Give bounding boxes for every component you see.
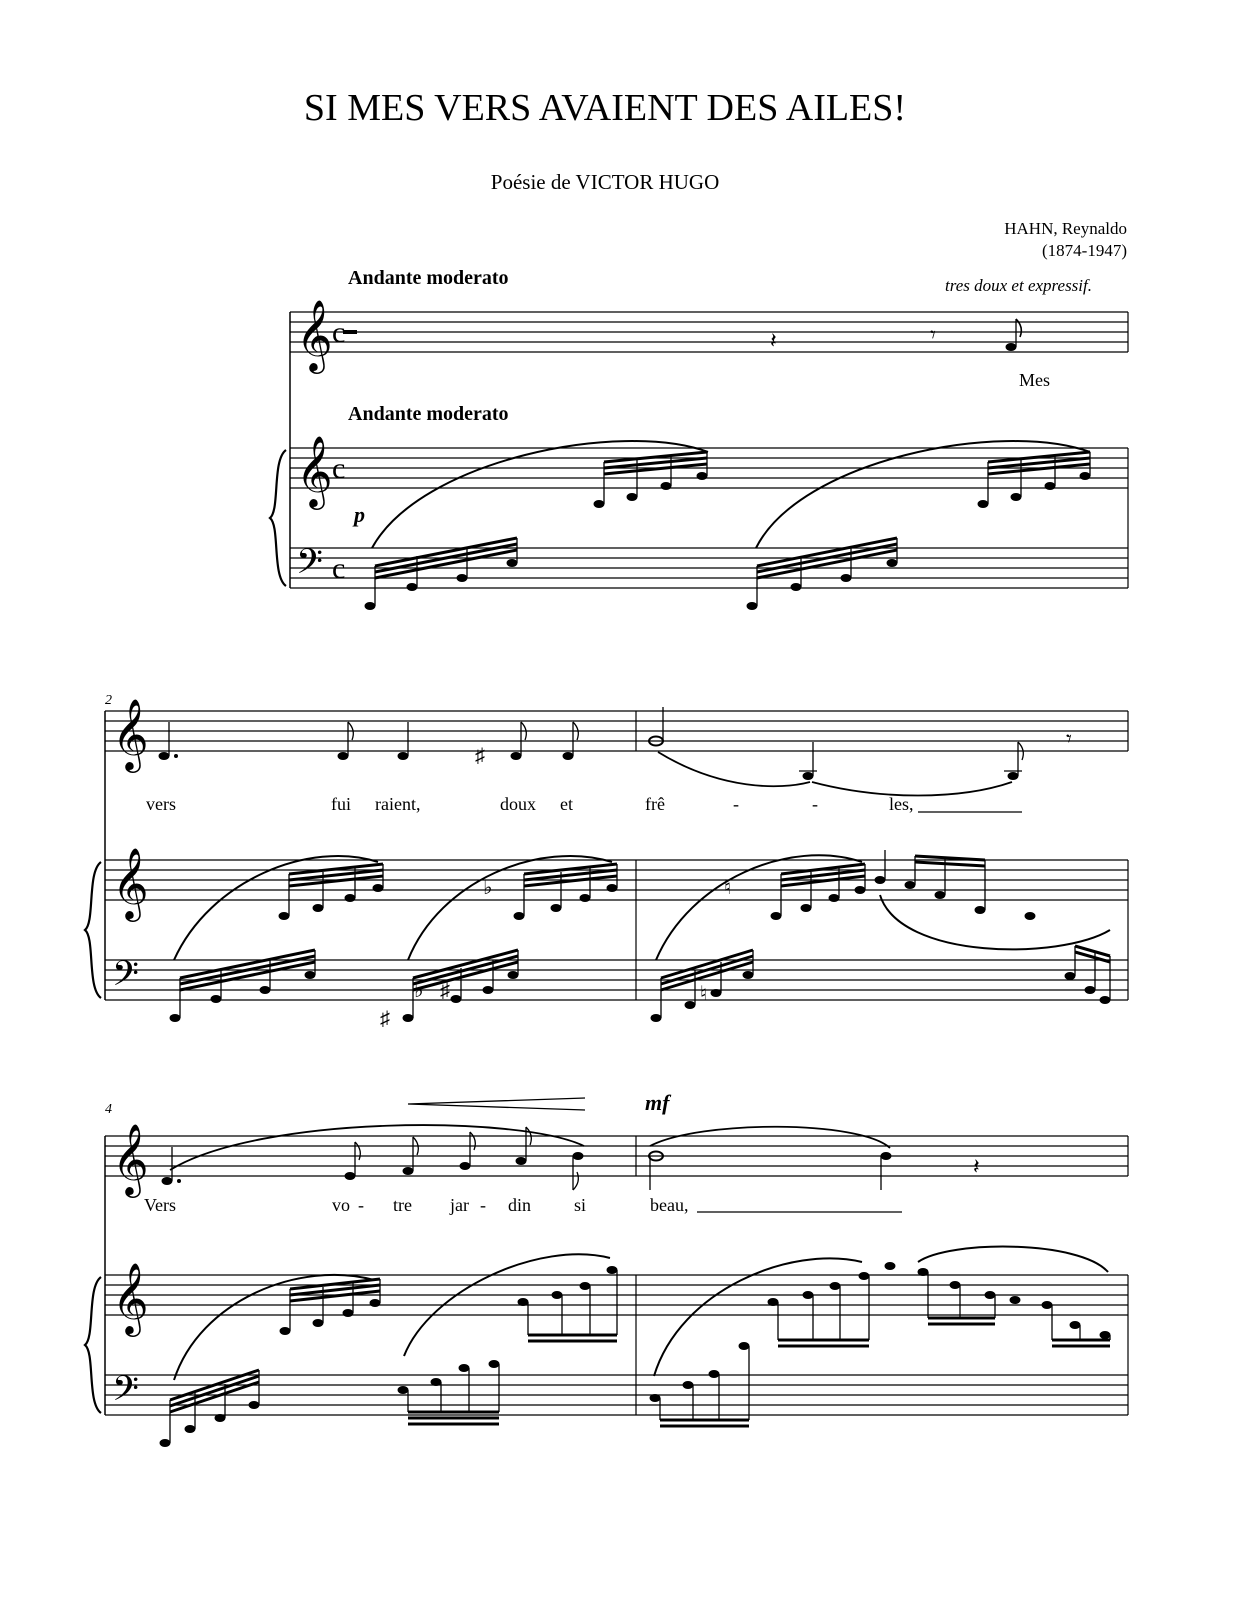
piano-bass-staff: [290, 548, 1128, 588]
poet-credit: Poésie de VICTOR HUGO: [490, 170, 720, 194]
piano-arpeggio-figure: [365, 441, 709, 610]
flat-accidental: ♭: [483, 877, 493, 899]
lyric-syllable: et: [560, 794, 573, 814]
lyric-hyphen: -: [480, 1195, 486, 1215]
system-2: [85, 707, 1128, 1022]
tempo-marking-voice: Andante moderato: [348, 267, 509, 289]
bass-clef: 𝄢: [112, 1371, 140, 1417]
lyric-hyphen: -: [358, 1195, 364, 1215]
measure-number: 2: [105, 693, 112, 708]
piano-arpeggio-figure: [398, 1254, 618, 1424]
piano-arpeggio-figure: [747, 441, 1091, 610]
time-signature: c: [332, 316, 346, 349]
natural-accidental: ♮: [724, 877, 732, 899]
time-signature: c: [332, 552, 346, 585]
composer-name: HAHN, Reynaldo: [1004, 219, 1127, 238]
lyric-syllable: Mes: [1019, 370, 1050, 390]
quarter-rest: 𝄽: [770, 328, 777, 353]
treble-clef: 𝄞: [296, 302, 333, 370]
tempo-marking-piano: Andante moderato: [348, 403, 509, 425]
time-signature: c: [332, 452, 346, 485]
quarter-rest: 𝄽: [973, 1154, 980, 1179]
piano-bass-staff: [105, 960, 1128, 1000]
lyric-syllable: beau,: [650, 1195, 689, 1215]
dynamic-marking: p: [354, 502, 365, 527]
bass-clef: 𝄢: [112, 956, 140, 1002]
lyric-syllable: si: [574, 1195, 587, 1215]
song-title: SI MES VERS AVAIENT DES AILES!: [303, 87, 907, 129]
lyric-syllable: din: [508, 1195, 532, 1215]
dynamic-marking: mf: [645, 1090, 670, 1115]
piano-arpeggio-figure: [170, 856, 384, 1022]
lyric-hyphen: -: [733, 794, 739, 814]
lyric-syllable: fui: [331, 794, 351, 814]
composer-dates: (1874-1947): [1042, 241, 1127, 260]
lyric-syllable: Vers: [144, 1195, 176, 1215]
lyric-syllable: raient,: [375, 794, 421, 814]
expression-marking: tres doux et expressif.: [945, 276, 1092, 295]
lyric-hyphen: -: [812, 794, 818, 814]
treble-clef: 𝄞: [112, 701, 149, 769]
system-1: [270, 312, 1128, 610]
treble-clef: 𝄞: [112, 850, 149, 918]
lyric-syllable: vo: [332, 1195, 350, 1215]
piano-brace: [85, 1277, 101, 1413]
voice-staff: [290, 312, 1128, 352]
crescendo-hairpin: [408, 1098, 585, 1110]
piano-brace: [85, 862, 101, 998]
piano-brace: [270, 450, 286, 586]
lyric-syllable: frê: [645, 794, 665, 814]
system-3: [85, 1098, 1128, 1447]
treble-clef: 𝄞: [296, 438, 333, 506]
piano-arpeggio-figure: [650, 1247, 1111, 1426]
sharp-accidental: ♯: [380, 1008, 390, 1030]
lyric-syllable: jar: [450, 1195, 469, 1215]
bass-clef: 𝄢: [296, 544, 324, 590]
eighth-rest: 𝄾: [930, 322, 936, 347]
sharp-accidental: ♯: [440, 980, 450, 1002]
lyric-syllable: doux: [500, 794, 536, 814]
piano-arpeggio-figure: [160, 1275, 381, 1447]
natural-accidental: ♮: [700, 983, 708, 1005]
treble-clef: 𝄞: [112, 1126, 149, 1194]
piano-arpeggio-figure: [403, 856, 618, 1022]
eighth-rest: 𝄾: [1066, 726, 1072, 751]
lyric-syllable: tre: [393, 1195, 412, 1215]
sharp-accidental: ♯: [475, 745, 485, 767]
treble-clef: 𝄞: [112, 1265, 149, 1333]
lyric-syllable: les,: [889, 794, 914, 814]
voice-staff: [105, 711, 1128, 751]
measure-number: 4: [105, 1102, 112, 1117]
voice-notes: [162, 1125, 903, 1212]
piano-arpeggio-figure: [651, 850, 1111, 1022]
note-head: [1006, 343, 1017, 351]
flat-accidental: ♭: [414, 980, 424, 1002]
lyric-syllable: vers: [146, 794, 176, 814]
